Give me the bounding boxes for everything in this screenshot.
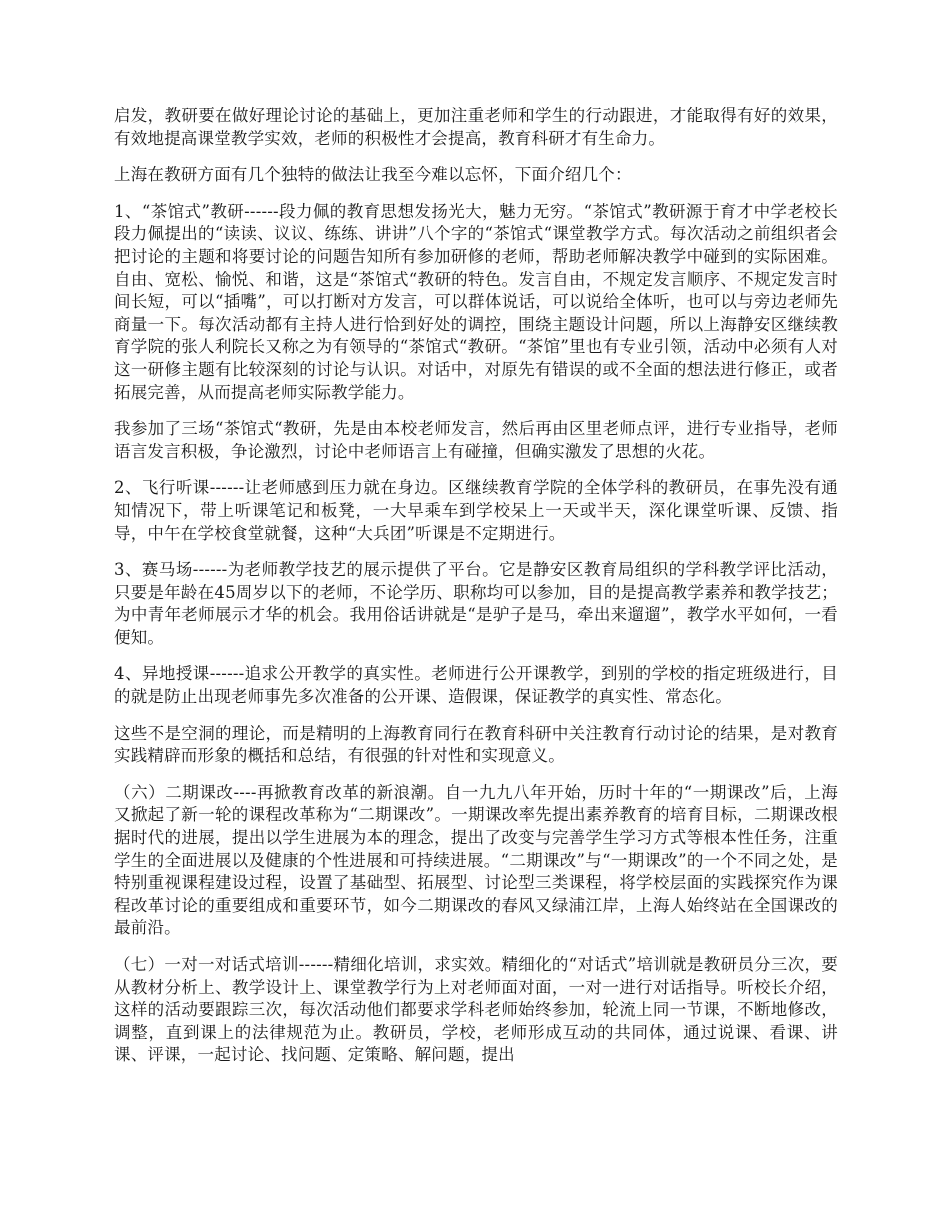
paragraph-one-on-one-training: （七）一对一对话式培训------精细化培训，求实效。精细化的“对话式”培训就是教研员分三次，要从教材分析上、教学设计上、课堂教学行为上对老师面对面，一对一进行对话指导。听校长介绍，这样的活动要跟踪三次，每次活动他们都要求学科老师始终参加，轮流上同一节课，不断地修改，调整，直到课上的法律规范为止。教研员，学校，老师形成互动的共同体，通过说课、看课、讲课、评课，一起讨论、找问题、定策略、解问题，提出 — [114, 955, 838, 1065]
paragraph-intro-continuation: 启发，教研要在做好理论讨论的基础上，更加注重老师和学生的行动跟进，才能取得有好的效果，有效地提高课堂教学实效，老师的积极性才会提高，教育科研才有生命力。 — [114, 106, 838, 148]
paragraph-teahouse-research: 1、“茶馆式”教研------段力佩的教育思想发扬光大，魅力无穷。“茶馆式”教研源于育才中学老校长段力佩提出的“读读、议议、练练、讲讲”八个字的“茶馆式“课堂教学方式。每次活动之前组织者会把讨论的主题和将要讨论的问题告知所有参加研修的老师，帮助老师解决教学中碰到的实际困难。自由、宽松、愉悦、和谐，这是“茶馆式“教研的特色。发言自由，不规定发言顺序、不规定发言时间长短，可以“插嘴”，可以打断对方发言，可以群体说话，可以说给全体听，也可以与旁边老师先商量一下。每次活动都有主持人进行恰到好处的调控，围绕主题设计问题，所以上海静安区继续教育学院的张人利院长又称之为有领导的“茶馆式“教研。“茶馆”里也有专业引领，活动中必须有人对这一研修主题有比较深刻的讨论与认识。对话中，对原先有错误的或不全面的想法进行修正，或者拓展完善，从而提高老师实际教学能力。 — [114, 201, 838, 402]
paragraph-racecourse: 3、赛马场------为老师教学技艺的展示提供了平台。它是静安区教育局组织的学科教学评比活动，只要是年龄在45周岁以下的老师，不论学历、职称均可以参加，目的是提高教学素养和教学技艺；为中青年老师展示才华的机会。我用俗话讲就是“是驴子是马，牵出来遛遛”，教学水平如何，一看便知。 — [114, 560, 838, 647]
paragraph-shanghai-methods-intro: 上海在教研方面有几个独特的做法让我至今难以忘怀，下面介绍几个： — [114, 165, 632, 185]
paragraph-teahouse-experience: 我参加了三场“茶馆式“教研，先是由本校老师发言，然后再由区里老师点评，进行专业指导，老师语言发言积极，争论激烈，讨论中老师语言上有碰撞，但确实激发了思想的火花。 — [114, 419, 838, 461]
paragraph-flying-observation: 2、飞行听课------让老师感到压力就在身边。区继续教育学院的全体学科的教研员，在事先没有通知情况下，带上听课笔记和板凳，一大早乘车到学校呆上一天或半天，深化课堂听课、反馈、指导，中午在学校食堂就餐，这种“大兵团”听课是不定期进行。 — [114, 478, 838, 543]
paragraph-offsite-teaching: 4、异地授课------追求公开教学的真实性。老师进行公开课教学，到别的学校的指定班级进行，目的就是防止出现老师事先多次准备的公开课、造假课，保证教学的真实性、常态化。 — [114, 664, 838, 707]
paragraph-summary: 这些不是空洞的理论，而是精明的上海教育同行在教育科研中关注教育行动讨论的结果，是对教育实践精辟而形象的概括和总结，有很强的针对性和实现意义。 — [114, 723, 838, 766]
paragraph-curriculum-reform: （六）二期课改----再掀教育改革的新浪潮。自一九九八年开始，历时十年的“一期课改”后，上海又掀起了新一轮的课程改革称为“二期课改”。一期课改率先提出素养教育的培育目标，二期课改根据时代的进展，提出以学生进展为本的理念，提出了改变与完善学生学习方式等根本性任务，注重学生的全面进展以及健康的个性进展和可持续进展。“二期课改”与“一期课改”的一个不同之处，是特别重视课程建设过程，设置了基础型、拓展型、讨论型三类课程，将学校层面的实践探究作为课程改革讨论的重要组成和重要环节，如今二期课改的春风又绿浦江岸，上海人始终站在全国课改的最前沿。 — [114, 782, 838, 938]
